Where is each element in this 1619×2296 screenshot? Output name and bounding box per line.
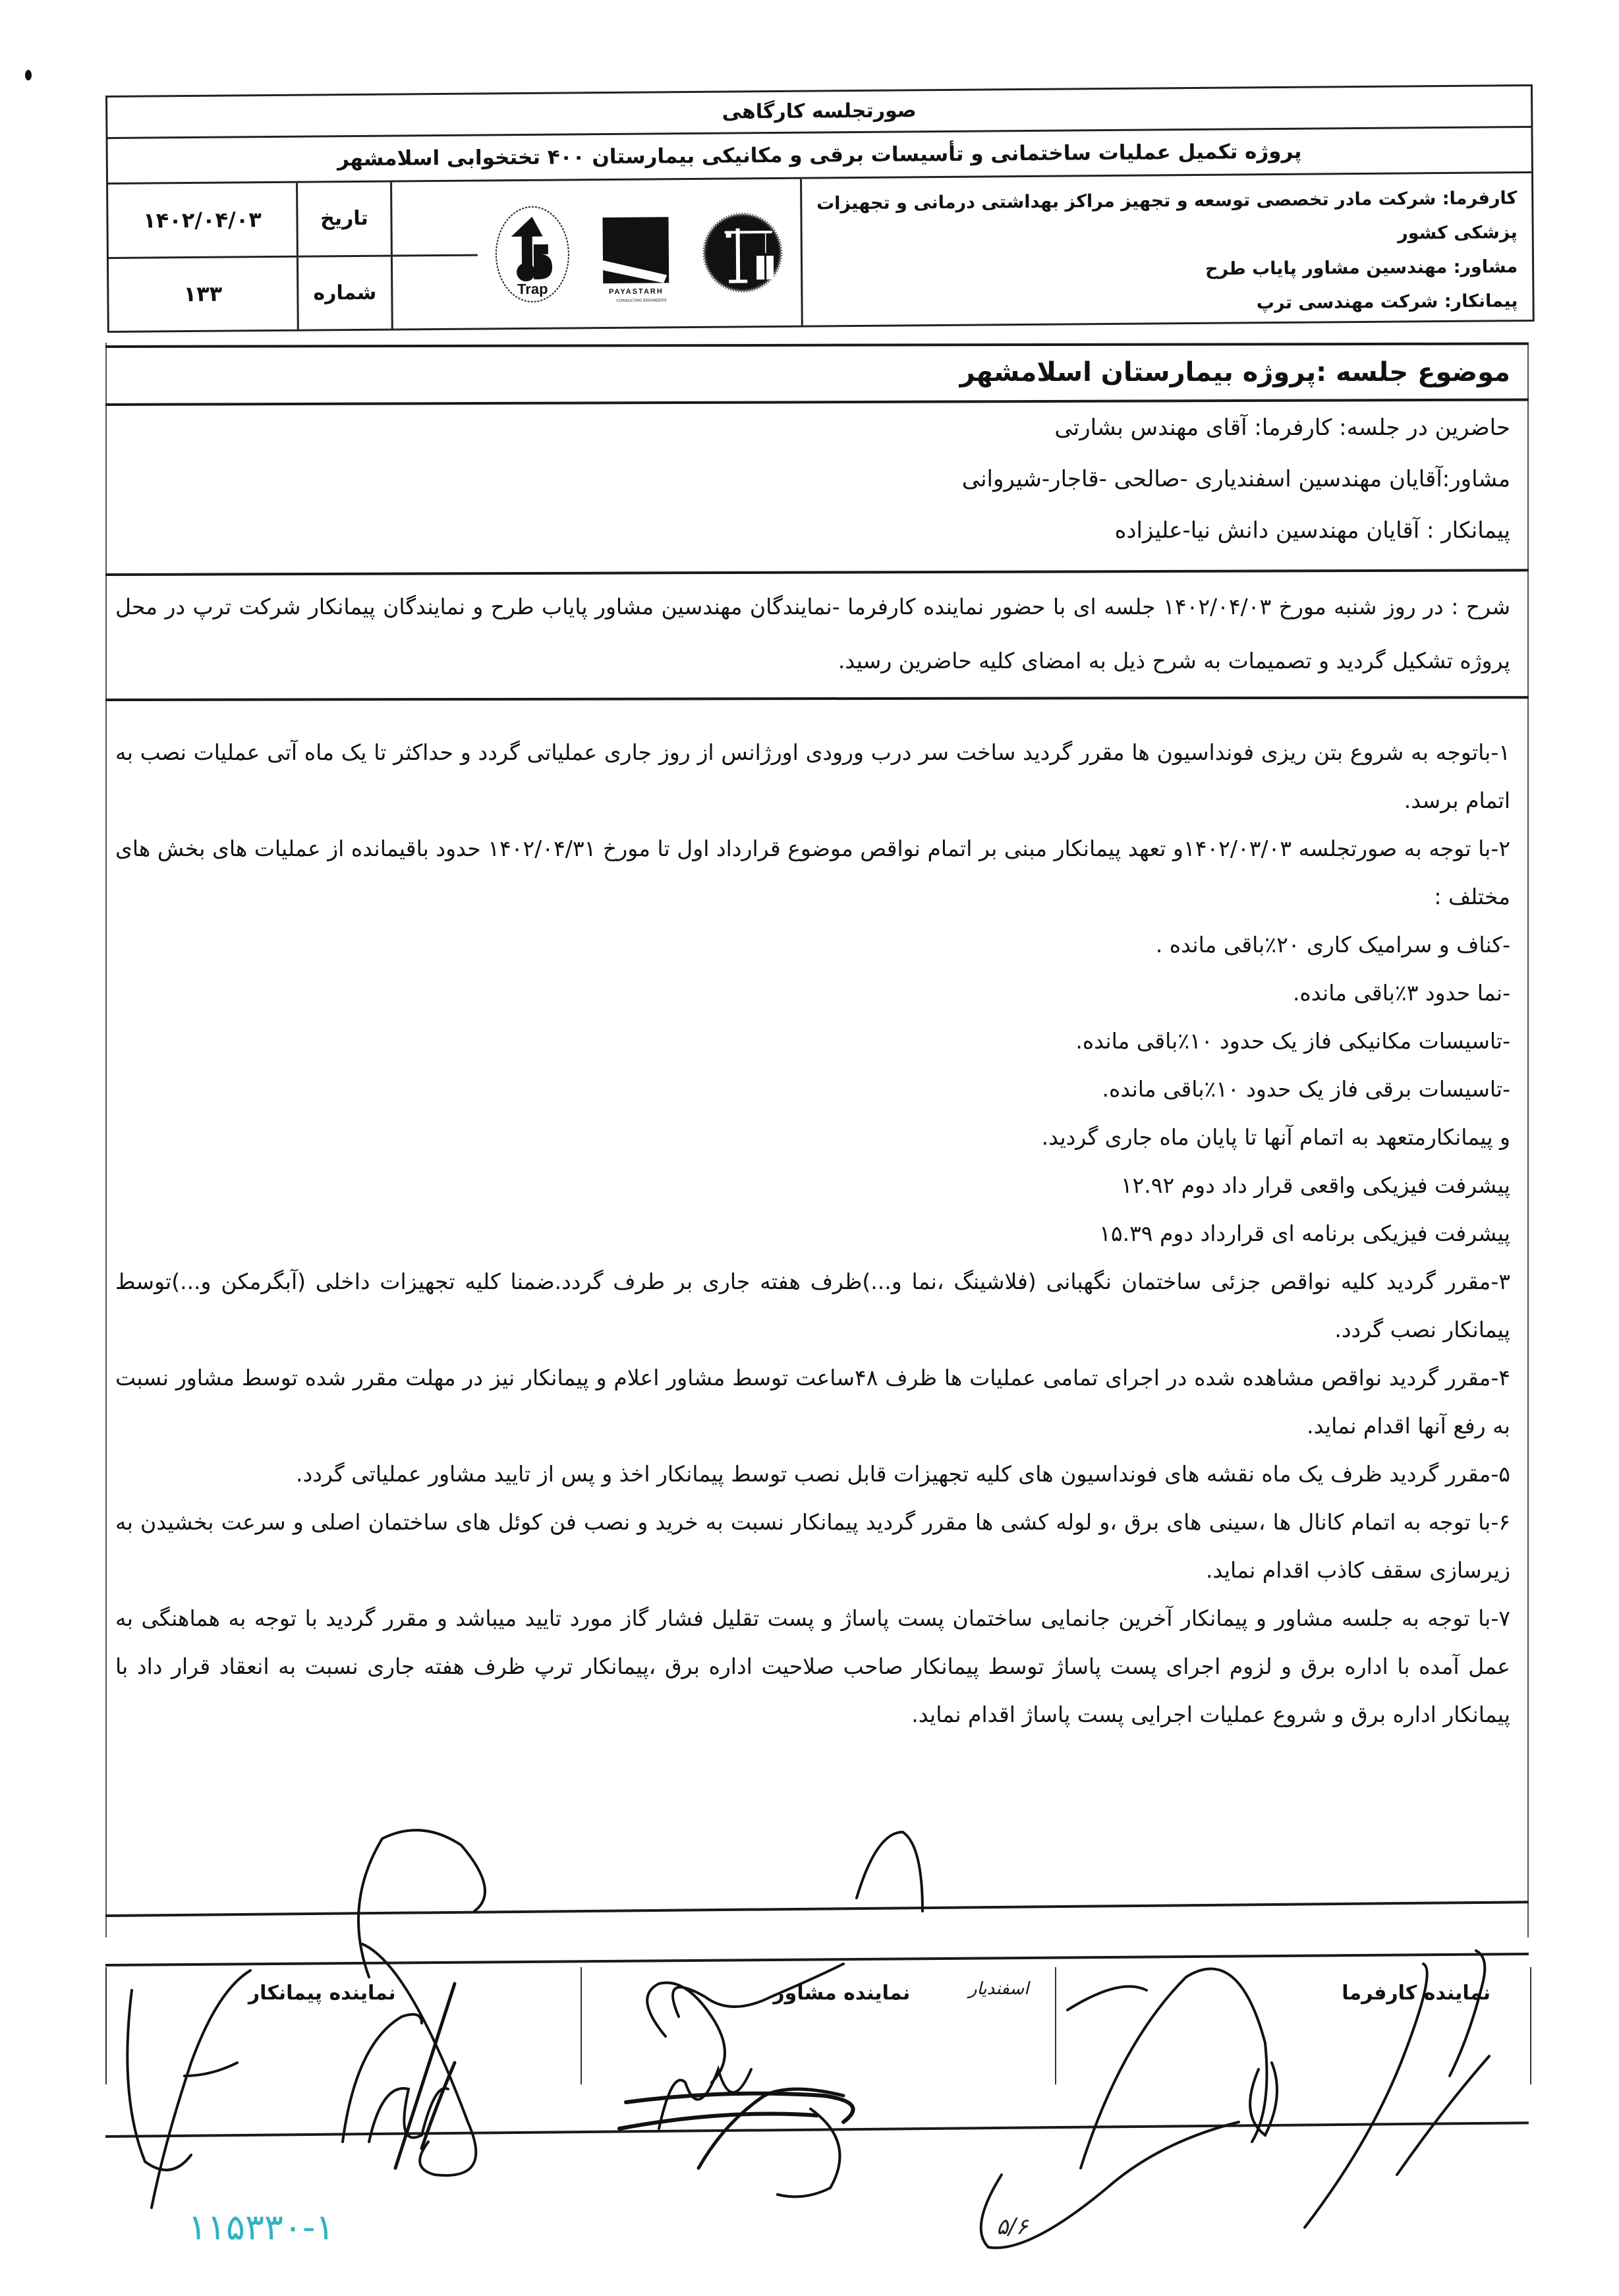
attendees-block: [962, 402, 1510, 556]
handwritten-note: ۵/۶: [996, 2214, 1028, 2240]
header-info-row: [108, 173, 1533, 333]
number-value: ۱۳۳: [109, 257, 299, 331]
divider: [105, 1953, 1529, 1966]
remaining-work-item: -تاسیسات برقی فاز یک حدود ۱۰٪باقی مانده.: [1102, 1076, 1510, 1102]
decision-items: [115, 728, 1510, 1738]
meeting-subject: موضوع جلسه :پروژه بیمارستان اسلامشهر: [959, 357, 1510, 387]
planned-progress-line: پیشرفت فیزیکی برنامه ای قرارداد دوم ۱۵.۳۹: [1099, 1220, 1510, 1246]
crane-emblem-logo-icon: [699, 203, 785, 302]
contractor-line: پیمانکار: شرکت مهندسی ترپ: [1256, 291, 1518, 314]
consultant-handwritten-name: اسفندیار: [968, 1979, 1029, 1999]
employer-line: کارفرما: شرکت مادر تخصصی توسعه و تجهیز مراکز بهداشتی درمانی و تجهیزات پزشکی کشور: [816, 188, 1518, 244]
consultant-signature-stroke: [619, 2114, 817, 2129]
attendee-employer: حاضرین در جلسه: کارفرما: آقای مهندس بشارتی: [1054, 415, 1510, 441]
parties-block: [802, 173, 1533, 326]
payastarh-logo-subtext: CONSULTING ENGINEERS: [616, 299, 667, 303]
employer-signature-label: نماینده کارفرما: [1342, 1982, 1491, 2005]
trap-logo-icon: [493, 204, 573, 304]
scan-speck: [25, 70, 32, 80]
consultant-signature-stroke: [778, 2109, 840, 2196]
logo-strip: [477, 179, 803, 328]
attendee-consultant: مشاور:آقایان مهندسین اسفندیاری -صالحی -قاجار-شیروانی: [961, 466, 1510, 492]
payastarh-logo-icon: [589, 204, 682, 303]
number-row: [109, 256, 478, 331]
decision-item: ۱-باتوجه به شروع بتن ریزی فونداسیون ها مقرر گردید ساخت سر درب ورودی اورژانس از روز جاری عملیاتی گردد و حداکثر تا یک ماه آتی عملیات نصب به اتمام برسد.: [115, 739, 1510, 813]
consultant-line: مشاور: مهندسین مشاور پایاب طرح: [1205, 256, 1518, 279]
signature-table: [105, 1967, 1531, 2084]
archive-stamp-number: ۱۱۵۳۳۰-۱: [188, 2206, 335, 2248]
number-label: شماره: [298, 256, 393, 330]
date-row: [108, 182, 478, 259]
employer-signature-stroke: [981, 2122, 1239, 2248]
contractor-signature-label: نماینده پیمانکار: [248, 1982, 396, 2005]
divider: [105, 2121, 1529, 2138]
decision-item: ۲-با توجه به صورتجلسه ۱۴۰۲/۰۳/۰۳و تعهد پیمانکار مبنی بر اتمام نواقص موضوع قرارداد اول تا مورخ ۱۴۰۲/۰۴/۳۱ حدود باقیمانده از عملیات های بخش های مختلف :: [115, 836, 1510, 909]
document-header: [105, 84, 1535, 333]
payastarh-logo-text: PAYASTARH: [608, 287, 664, 297]
date-value: ۱۴۰۲/۰۴/۰۳: [108, 183, 298, 257]
commitment-line: و پیمانکارمتعهد به اتمام آنها تا پایان ماه جاری گردید.: [1041, 1124, 1510, 1150]
project-line: پروژه تکمیل عملیات ساختمانی و تأسیسات برقی و مکانیکی بیمارستان ۴۰۰ تختخوابی اسلامشهر: [108, 128, 1531, 185]
decision-item: ۵-مقرر گردید ظرف یک ماه نقشه های فونداسیون های کلیه تجهیزات قابل نصب توسط پیمانکار اخذ و پس از تایید مشاور عملیاتی گردد.: [295, 1461, 1510, 1487]
contractor-signature-cell: [107, 1967, 581, 2084]
employer-signature-cell: [1055, 1967, 1530, 2084]
decision-item: ۶-با توجه به اتمام کانال ها ،سینی های برق ،و لوله کشی ها مقرر گردید پیمانکار نسبت به خرید و نصب فن کوئل های ساختمان اصلی و سرعت بخشیدن به زیرسازی سقف کاذب اقدام نماید.: [115, 1509, 1510, 1583]
consultant-signature-stroke: [626, 2094, 853, 2122]
meeting-description: شرح : در روز شنبه مورخ ۱۴۰۲/۰۴/۰۳ جلسه ای با حضور نماینده کارفرما -نمایندگان مهندسین مشاور پایاب طرح و نمایندگان پیمانکار شرکت ترپ در محل پروژه تشکیل گردید و تصمیمات به شرح ذیل به امضای کلیه حاضرین رسید.: [115, 594, 1510, 674]
decision-item: ۴-مقرر گردید نواقص مشاهده شده در اجرای تمامی عملیات ها ظرف ۴۸ساعت توسط مشاور اعلام و پیمانکار نیز در مهلت مقرر شده توسط مشاور نسبت به رفع آنها اقدام نماید.: [115, 1365, 1510, 1439]
remaining-work-item: -کناف و سرامیک کاری ۲۰٪باقی مانده .: [1155, 932, 1510, 958]
meta-table: [108, 182, 478, 331]
document-title: صورتجلسه کارگاهی: [107, 86, 1531, 139]
decision-item: ۳-مقرر گردید کلیه نواقص جزئی ساختمان نگهبانی (فلاشینگ ،نما و...)ظرف هفته جاری بر طرف گردد.ضمنا کلیه تجهیزات داخلی (آبگرمکن و...)توسط پیمانکار نصب گردد.: [115, 1269, 1510, 1342]
trap-logo-text: Trap: [517, 280, 548, 298]
remaining-work-item: -نما حدود ۳٪باقی مانده.: [1292, 980, 1510, 1006]
remaining-work-item: -تاسیسات مکانیکی فاز یک حدود ۱۰٪باقی مانده.: [1075, 1028, 1510, 1054]
consultant-signature-cell: [581, 1967, 1056, 2084]
decision-item: ۷-با توجه به جلسه مشاور و پیمانکار آخرین جانمایی ساختمان پست پاساژ و پست تقلیل فشار گاز مورد تایید میباشد و مقرر گردید با توجه به هماهنگی به عمل آمده با اداره برق و لزوم اجرای پست پاساژ توسط پیمانکار صاحب صلاحیت اداره برق ،پیمانکار ترپ ظرف هفته جاری نسبت به انعقاد قرار داد با پیمانکار اداره برق و شروع عملیات اجرایی پست پاساژ اقدام نماید.: [115, 1605, 1510, 1727]
consultant-signature-label: نماینده مشاور: [773, 1982, 911, 2005]
attendee-contractor: پیمانکار : آقایان مهندسین دانش نیا-علیزاده: [1114, 517, 1510, 544]
actual-progress-line: پیشرفت فیزیکی واقعی قرار داد دوم ۱۲.۹۲: [1120, 1172, 1510, 1198]
date-label: تاریخ: [298, 183, 393, 256]
